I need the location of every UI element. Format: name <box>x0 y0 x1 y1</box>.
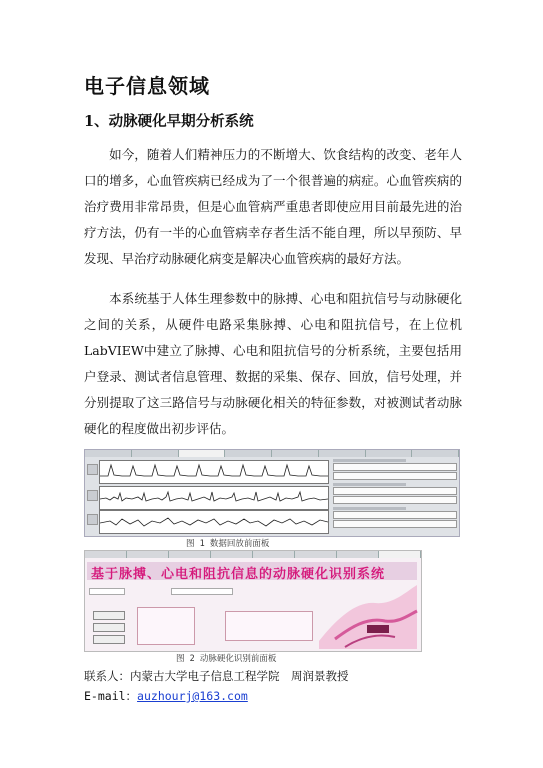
figure-1-controls <box>333 459 455 534</box>
figure-2-screenshot <box>84 550 422 652</box>
figure-2-title-band <box>87 562 417 580</box>
email-link[interactable]: auzhourj@163.com <box>137 689 248 703</box>
figure-2-field <box>171 588 233 595</box>
pulse-waveform <box>100 461 328 483</box>
figure-2-button <box>93 623 125 632</box>
pulse-waveform-panel <box>99 460 329 484</box>
paragraph-2-text: 本系统基于人体生理参数中的脉搏、心电和阻抗信号与动脉硬化之间的关系，从硬件电路采集脉搏、心电和阻抗信号，在上位机LabVIEW中建立了脉搏、心电和阻抗信号的分析系统，主要包括用户登录、测试者信息管理、数据的采集、保存、回放，信号处理，并分别提取了这三路信号与动脉硬化相关的特征参数，对被测试者动脉硬化的程度做出初步评估。 <box>84 291 462 436</box>
figure-1-side-button <box>87 490 98 501</box>
figure-2-param-box <box>137 607 195 645</box>
figure-2-result-box <box>225 611 313 641</box>
figure-2-button <box>93 635 125 644</box>
section-title: 电子信息领域 <box>84 74 210 98</box>
ecg-waveform <box>100 487 328 509</box>
figure-2-screen-title: 基于脉搏、心电和阻抗信息的动脉硬化识别系统 <box>91 567 386 582</box>
email-line <box>84 688 248 704</box>
figure-2-tabs <box>85 551 421 558</box>
figure-1-side-button <box>87 514 98 525</box>
paragraph-1 <box>84 142 462 272</box>
email-label: E-mail： <box>84 689 138 703</box>
figure-2-button <box>93 611 125 620</box>
figure-2-heart-artery-illustration <box>315 581 419 649</box>
paragraph-2 <box>84 286 462 442</box>
figure-2-caption: 图 2 动脉硬化识别前面板 <box>176 654 277 664</box>
paragraph-1-text: 如今，随着人们精神压力的不断增大、饮食结构的改变、老年人口的增多，心血管疾病已经成为了一个很普遍的病症。心血管疾病的治疗费用非常昂贵，但是心血管病严重患者即使应用目前最先进的治疗方法，仍有一半的心血管病幸存者生活不能自理，所以早预防、早发现、早治疗动脉硬化病变是解决心血管疾病的最好方法。 <box>84 147 462 266</box>
impedance-waveform <box>100 511 328 533</box>
figure-2-field <box>89 588 125 595</box>
contact-line: 联系人：内蒙古大学电子信息工程学院 周润景教授 <box>84 669 349 683</box>
subsection-title: 1、动脉硬化早期分析系统 <box>84 113 254 130</box>
figure-1-screenshot <box>84 449 460 537</box>
ecg-waveform-panel <box>99 486 329 510</box>
figure-1-caption: 图 1 数据回放前面板 <box>186 539 270 549</box>
figure-1-side-button <box>87 464 98 475</box>
impedance-waveform-panel <box>99 510 329 534</box>
figure-1-tabs <box>85 450 459 457</box>
